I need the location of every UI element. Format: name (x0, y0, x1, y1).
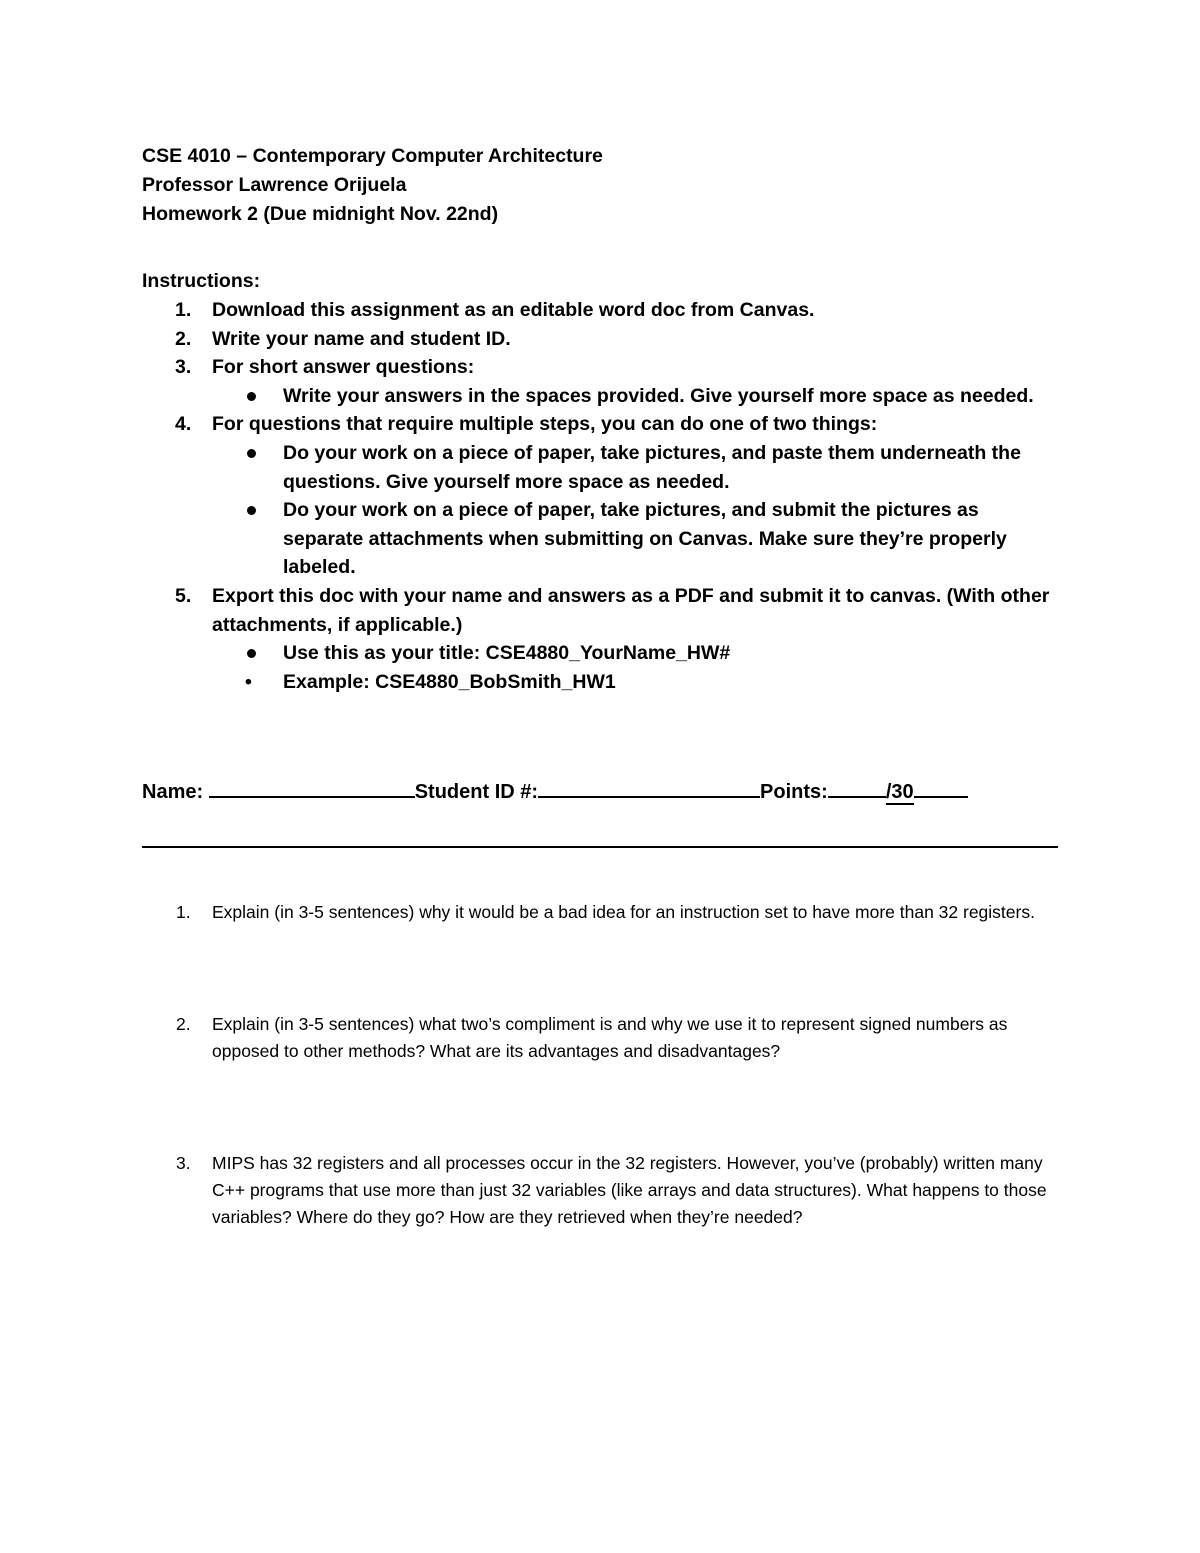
question-number: 2. (176, 1014, 191, 1034)
bullet-item (142, 668, 1062, 697)
document-header (142, 142, 603, 229)
instructions-heading: Instructions: (142, 270, 261, 292)
bullet-text: Write your answers in the spaces provided. Give yourself more space as needed. (283, 384, 1034, 407)
question-text: MIPS has 32 registers and all processes occur in the 32 registers. However, you’ve (probably) written many C++ programs that use more than just 32 variables (like arrays and data structures). What happens to those variables? Where do they go? How are they retrieved when they’re needed? (212, 1153, 1047, 1227)
bullet-dot-icon (247, 649, 256, 658)
questions-list (142, 899, 1062, 1316)
step-text: Write your name and student ID. (212, 327, 511, 350)
student-id-label: Student ID #: (414, 781, 539, 803)
instruction-step (142, 353, 1062, 410)
step-number: 2. (175, 327, 192, 350)
points-label: Points: (760, 781, 828, 803)
question-item (142, 1150, 1062, 1231)
name-blank[interactable] (209, 776, 415, 798)
question-number: 3. (176, 1153, 191, 1173)
instructions-list (142, 296, 1062, 696)
points-total: /30 (885, 781, 914, 803)
question-text: Explain (in 3-5 sentences) what two’s compliment is and why we use it to represent signed numbers as opposed to other methods? What are its advantages and disadvantages? (212, 1014, 1008, 1061)
instruction-step (142, 325, 1062, 354)
step-number: 1. (175, 299, 192, 321)
course-title: CSE 4010 – Contemporary Computer Architecture (142, 145, 603, 167)
bullet-small-icon: • (245, 670, 252, 693)
instruction-step (142, 410, 1062, 582)
name-label: Name: (142, 781, 204, 803)
student-id-blank[interactable] (538, 776, 760, 798)
step-bullets (212, 439, 1062, 582)
question-item (142, 899, 1062, 926)
bullet-text: Do your work on a piece of paper, take pictures, and submit the pictures as separate attachments when submitting on Canvas. Make sure they’re properly labeled. (283, 499, 1007, 579)
bullet-text: Use this as your title: CSE4880_YourName_HW# (283, 642, 731, 665)
bullet-item (142, 496, 1062, 582)
bullet-item (142, 639, 1062, 668)
question-item (142, 1011, 1062, 1065)
step-text: For questions that require multiple steps, you can do one of two things: (212, 413, 878, 436)
homework-title: Homework 2 (Due midnight Nov. 22nd) (142, 203, 499, 225)
bullet-dot-icon (247, 449, 256, 458)
step-text: Download this assignment as an editable word doc from Canvas. (212, 299, 815, 321)
bullet-text: Do your work on a piece of paper, take pictures, and paste them underneath the questions. Give yourself more space as needed. (283, 441, 1021, 493)
bullet-text: Example: CSE4880_BobSmith_HW1 (283, 670, 616, 693)
step-bullets (212, 382, 1062, 411)
step-text: For short answer questions: (212, 356, 475, 379)
step-bullets (212, 639, 1062, 696)
bullet-item (142, 439, 1062, 496)
bullet-dot-icon (247, 506, 256, 515)
professor-name: Professor Lawrence Orijuela (142, 174, 407, 196)
instruction-step (142, 582, 1062, 696)
bullet-dot-icon (247, 392, 256, 401)
step-number: 3. (175, 356, 192, 379)
step-number: 4. (175, 413, 192, 436)
points-trailing-blank (914, 776, 968, 798)
step-number: 5. (175, 584, 192, 607)
bullet-item (142, 382, 1062, 411)
step-text: Export this doc with your name and answers as a PDF and submit it to canvas. (With other attachments, if applicable.) (212, 584, 1050, 636)
points-blank[interactable] (828, 776, 886, 798)
question-text: Explain (in 3-5 sentences) why it would be a bad idea for an instruction set to have more than 32 registers. (212, 902, 1035, 922)
student-info-line (142, 776, 968, 807)
section-divider (142, 846, 1058, 848)
instruction-step (142, 296, 1062, 325)
question-number: 1. (176, 902, 191, 922)
